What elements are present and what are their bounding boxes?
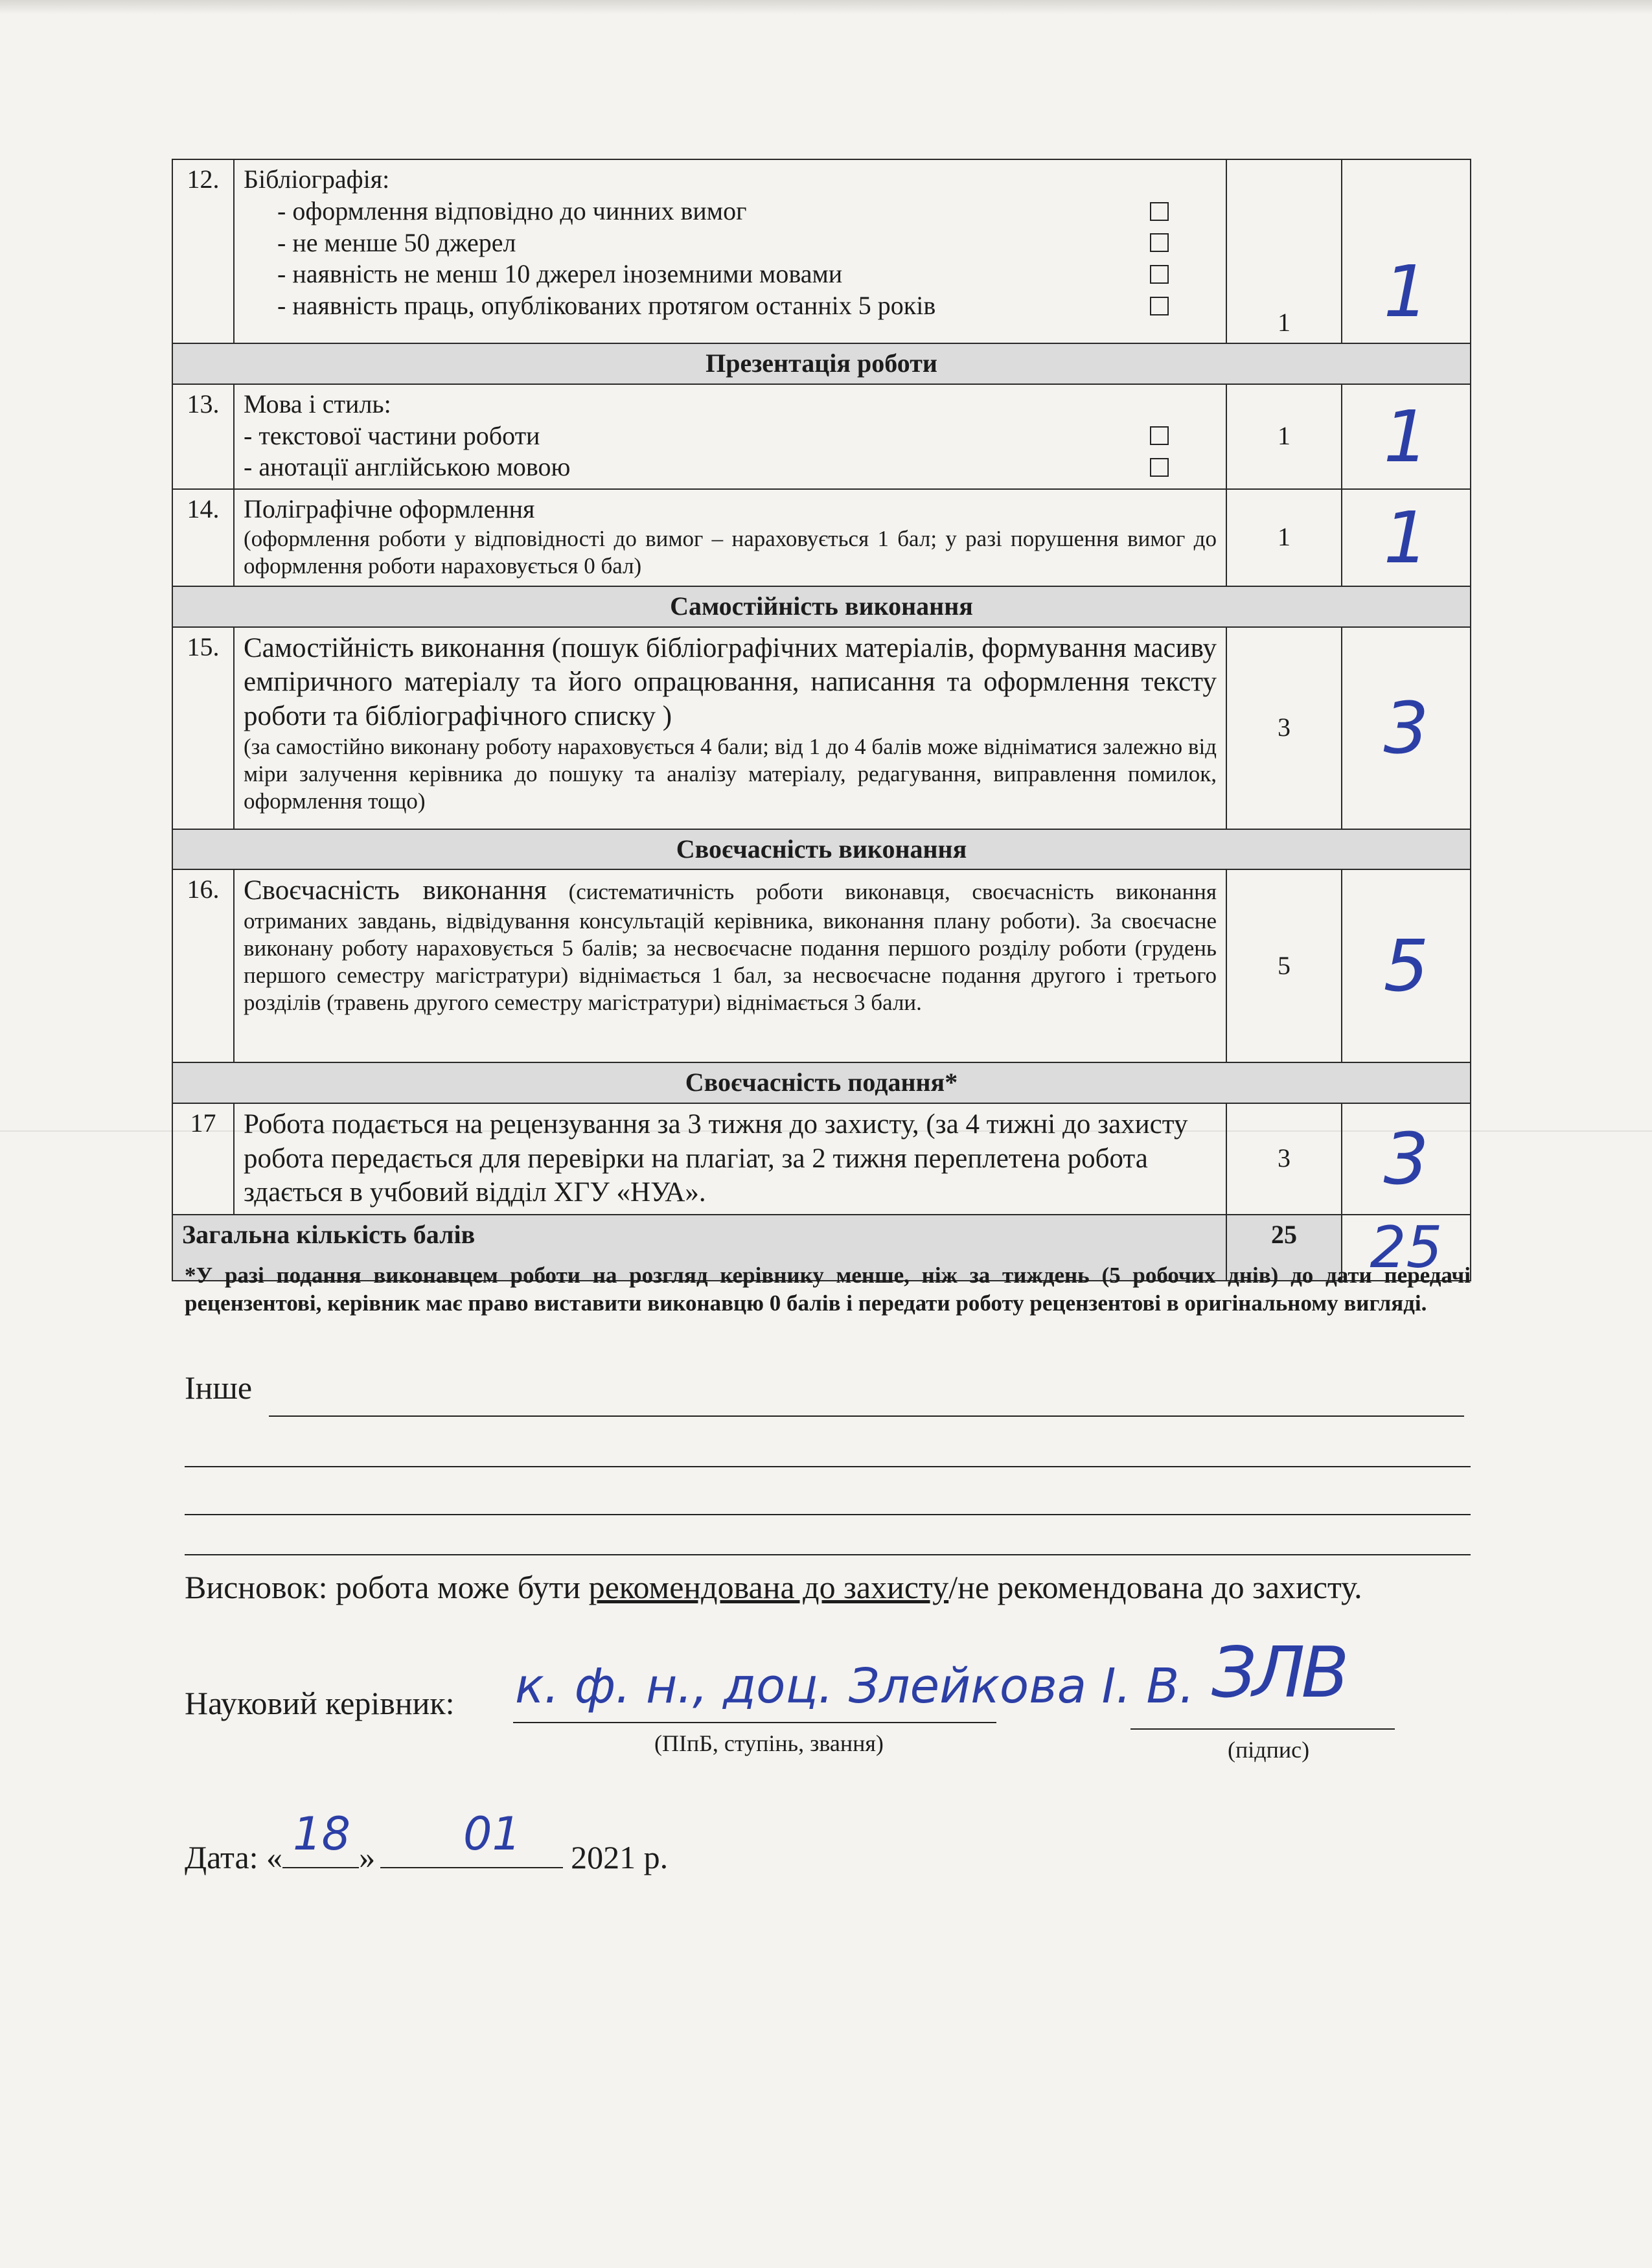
criterion-note: (оформлення роботи у відповідності до вимог – нараховується 1 бал; у разі порушення вимог до оформлення роботи нараховується 0 бал) bbox=[244, 525, 1217, 578]
date-day-handwritten: 18 bbox=[293, 1807, 351, 1861]
supervisor-line[interactable] bbox=[513, 1722, 996, 1723]
table-row bbox=[172, 159, 1471, 343]
footnote: *У разі подання виконавцем роботи на розгляд керівнику менше, ніж за тиждень (5 робочих днів) до дати передачі рецензентові, керівник має право виставити виконавцю 0 балів і передати роботу рецензентові в оригінальному вигляді. bbox=[185, 1263, 1471, 1316]
row-number: 16. bbox=[172, 869, 234, 1062]
checkbox[interactable] bbox=[1150, 426, 1169, 445]
other-label: Інше bbox=[185, 1369, 253, 1406]
checklist-item: - оформлення відповідно до чинних вимог bbox=[244, 196, 1217, 227]
date-day-field[interactable] bbox=[282, 1867, 359, 1868]
checkbox[interactable] bbox=[1150, 233, 1169, 252]
max-points: 1 bbox=[1226, 159, 1342, 343]
total-label: Загальна кількість балів bbox=[172, 1215, 1226, 1281]
checklist-item: - наявність не менш 10 джерел іноземними мовами bbox=[244, 258, 1217, 290]
criterion-cell bbox=[234, 627, 1226, 829]
checklist-item: - не менше 50 джерел bbox=[244, 227, 1217, 259]
supervisor-handwritten: к. ф. н., доц. Злейкова І. В. bbox=[515, 1658, 1195, 1714]
score-cell bbox=[1342, 627, 1471, 829]
table-row bbox=[172, 384, 1471, 489]
date-line bbox=[185, 1838, 668, 1876]
max-points: 3 bbox=[1226, 1103, 1342, 1214]
total-max: 25 bbox=[1226, 1215, 1342, 1281]
criterion-title: Робота подається на рецензування за 3 тижня до захисту, (за 4 тижні до захисту робота передається для перевірки на плагіат, за 2 тижня переплетена робота здається в учбовий відділ ХГУ «НУА». bbox=[244, 1109, 1188, 1208]
checkbox[interactable] bbox=[1150, 458, 1169, 477]
criterion-title: Самостійність виконання (пошук бібліографічних матеріалів, формування масиву емпіричного матеріалу та його опрацювання, написання та оформлення тексту роботи та бібліографічного списку ) bbox=[244, 632, 1217, 731]
other-line[interactable] bbox=[185, 1466, 1471, 1467]
criterion-note: (систематичність роботи виконавця, своєчасність виконання отриманих завдань, відвідування консультацій керівника, виконання плану роботи). За своєчасне виконану роботу нараховується 5 балів; за несвоєчасне подання першого розділу роботи (грудень першого семестру магістратури) віднімається 1 бал, за несвоєчасне подання другого і третього розділів (травень другого семестру магістратури) віднімається 3 бали. bbox=[244, 879, 1217, 1015]
row-number: 14. bbox=[172, 489, 234, 586]
date-year: 2021 р. bbox=[571, 1839, 669, 1875]
criterion-title: Своєчасність виконання bbox=[244, 875, 547, 906]
score-cell bbox=[1342, 384, 1471, 489]
supervisor-label: Науковий керівник: bbox=[185, 1685, 455, 1721]
criterion-cell bbox=[234, 869, 1226, 1062]
checklist-item: - анотації англійською мовою bbox=[244, 452, 1217, 483]
checkbox[interactable] bbox=[1150, 265, 1169, 284]
date-month-handwritten: 01 bbox=[463, 1807, 522, 1861]
table-row bbox=[172, 1103, 1471, 1214]
max-points: 1 bbox=[1226, 489, 1342, 586]
conclusion-suffix: /не рекомендована до захисту. bbox=[948, 1569, 1362, 1605]
other-line[interactable] bbox=[185, 1514, 1471, 1515]
max-points: 5 bbox=[1226, 869, 1342, 1062]
row-number: 17 bbox=[172, 1103, 234, 1214]
handwritten-score: 1 bbox=[1383, 395, 1429, 478]
evaluation-table bbox=[172, 159, 1471, 1281]
row-number: 12. bbox=[172, 159, 234, 343]
handwritten-score: 1 bbox=[1383, 250, 1429, 333]
section-title: Презентація роботи bbox=[172, 343, 1471, 384]
handwritten-score: 3 bbox=[1383, 686, 1429, 770]
max-points: 1 bbox=[1226, 384, 1342, 489]
criterion-cell bbox=[234, 384, 1226, 489]
handwritten-score: 5 bbox=[1383, 924, 1429, 1008]
date-mid: » bbox=[359, 1839, 376, 1875]
checklist-item: - наявність праць, опублікованих протягом останніх 5 років bbox=[244, 290, 1217, 322]
score-cell bbox=[1342, 1103, 1471, 1214]
score-cell bbox=[1342, 869, 1471, 1062]
section-row bbox=[172, 343, 1471, 384]
score-cell bbox=[1342, 489, 1471, 586]
row-number: 13. bbox=[172, 384, 234, 489]
table-row bbox=[172, 627, 1471, 829]
signature-handwritten: ЗЛВ bbox=[1211, 1632, 1346, 1713]
criterion-note: (за самостійно виконану роботу нараховується 4 бали; від 1 до 4 балів може відніматися залежно від міри залучення керівника до пошуку та аналізу матеріалу, редагування, виправлення помилок, оформлення тощо) bbox=[244, 733, 1217, 814]
criterion-title: Бібліографія: bbox=[244, 165, 390, 194]
criterion-title: Поліграфічне оформлення bbox=[244, 494, 535, 523]
supervisor-caption: (ПІпБ, ступінь, звання) bbox=[654, 1730, 884, 1756]
max-points: 3 bbox=[1226, 627, 1342, 829]
section-row bbox=[172, 829, 1471, 870]
conclusion bbox=[185, 1566, 1474, 1609]
signature-line[interactable] bbox=[1130, 1728, 1395, 1730]
score-cell bbox=[1342, 159, 1471, 343]
criterion-cell bbox=[234, 489, 1226, 586]
signature-caption: (підпис) bbox=[1228, 1737, 1310, 1763]
conclusion-recommended: рекомендована до захисту bbox=[588, 1569, 949, 1605]
other-line[interactable] bbox=[269, 1415, 1464, 1417]
handwritten-score: 1 bbox=[1383, 496, 1429, 579]
checklist-item: - текстової частини роботи bbox=[244, 420, 1217, 452]
checkbox[interactable] bbox=[1150, 297, 1169, 315]
checkbox[interactable] bbox=[1150, 202, 1169, 221]
criterion-cell bbox=[234, 1103, 1226, 1214]
criterion-title: Мова і стиль: bbox=[244, 389, 391, 418]
section-row bbox=[172, 1062, 1471, 1103]
row-number: 15. bbox=[172, 627, 234, 829]
section-title: Самостійність виконання bbox=[172, 586, 1471, 627]
sheet-edge bbox=[0, 0, 1652, 14]
section-row bbox=[172, 586, 1471, 627]
section-title: Своєчасність виконання bbox=[172, 829, 1471, 870]
conclusion-prefix: Висновок: робота може бути bbox=[185, 1569, 589, 1605]
section-title: Своєчасність подання* bbox=[172, 1062, 1471, 1103]
handwritten-score: 3 bbox=[1383, 1117, 1429, 1200]
table-row bbox=[172, 489, 1471, 586]
date-label: Дата: « bbox=[185, 1839, 283, 1875]
criterion-cell bbox=[234, 159, 1226, 343]
other-line[interactable] bbox=[185, 1554, 1471, 1555]
table-row bbox=[172, 869, 1471, 1062]
date-month-field[interactable] bbox=[380, 1867, 563, 1868]
handwritten-total: 25 bbox=[1370, 1213, 1443, 1281]
